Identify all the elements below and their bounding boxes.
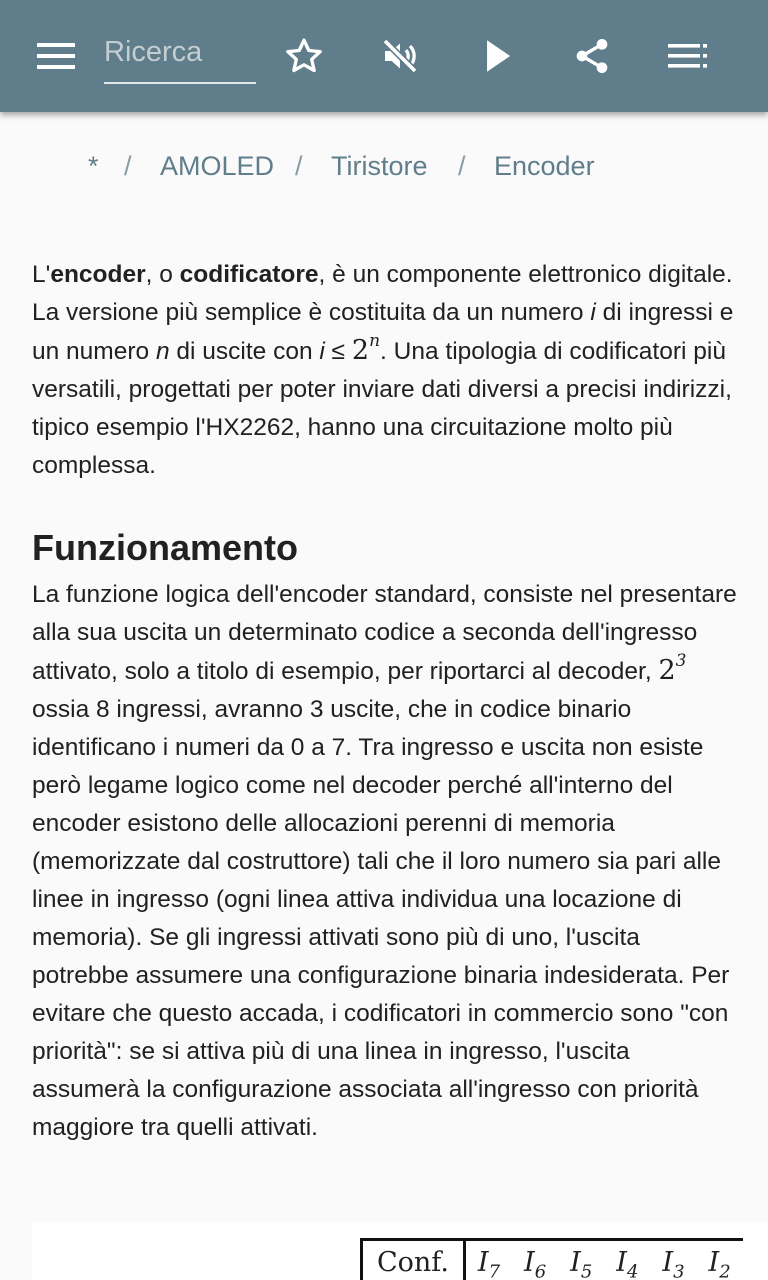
volume-off-icon	[380, 36, 420, 76]
table-header-conf: Conf.	[363, 1241, 466, 1280]
text: , o	[145, 261, 180, 288]
search-field[interactable]	[104, 26, 256, 84]
breadcrumb-item-amoled[interactable]: AMOLED	[160, 151, 275, 181]
truth-table-header	[360, 1238, 743, 1280]
term-encoder: encoder	[50, 261, 146, 288]
menu-button[interactable]	[28, 28, 84, 84]
text: La funzione logica dell'encoder standard, consiste nel presentare alla sua uscita un determinato codice a seconda dell'ingresso attivato, solo a titolo di esempio, per riportarci al decoder,	[32, 581, 737, 685]
var-n: n	[155, 338, 170, 365]
text: . Una tipologia di codificatori più versatili, progettati per poter inviare dati diversi a precisi indirizzi, tipico esempio l'HX2262, hanno una circuitazione molto più complessa.	[32, 338, 732, 479]
breadcrumb-separator: /	[124, 151, 132, 181]
section-heading-wrap	[32, 526, 298, 570]
mute-button[interactable]	[372, 28, 428, 84]
breadcrumb-item-tiristore[interactable]: Tiristore	[331, 151, 428, 181]
text: ≤	[324, 338, 352, 365]
favorite-button[interactable]	[276, 28, 332, 84]
search-input[interactable]	[104, 26, 256, 78]
breadcrumb	[0, 145, 768, 189]
truth-table-figure	[32, 1222, 768, 1280]
text: ossia 8 ingressi, avranno 3 uscite, che in codice binario identificano i numeri da 0 a 7. Tra ingresso e uscita non esiste però legame logico come nel decoder perché all'interno del encoder esistono delle allocazioni perenni di memoria (memorizzate dal costruttore) tali che il loro numero sia pari alle linee in ingresso (ogni linea attiva individua una locazione di memoria). Se gli ingressi attivati sono più di uno, l'uscita potrebbe assumere una configurazione binaria indesiderata. Per evitare che questo accada, i codificatori in commercio sono "con priorità": se si attiva più di una linea in ingresso, l'uscita assumerà la configurazione associata all'ingresso con priorità maggiore tra quelli attivati.	[32, 696, 730, 1141]
text: di uscite con	[169, 338, 320, 365]
star-icon	[284, 36, 324, 76]
play-icon	[483, 39, 513, 73]
table-header-col: $I_6$	[524, 1247, 547, 1280]
text: , è un componente elettronico digitale. La versione più semplice è costituita da un numero	[32, 261, 733, 326]
table-header-col: $I_5$	[570, 1247, 593, 1280]
app-toolbar	[0, 0, 768, 112]
var-i: i	[319, 338, 325, 365]
section-paragraph	[32, 576, 742, 1147]
section-heading: Funzionamento	[32, 527, 298, 568]
share-icon	[572, 36, 612, 76]
breadcrumb-item-encoder[interactable]: Encoder	[494, 151, 595, 181]
share-button[interactable]	[564, 28, 620, 84]
article-intro	[32, 256, 738, 485]
breadcrumb-separator: /	[458, 151, 466, 181]
play-button[interactable]	[470, 28, 526, 84]
section-body	[32, 576, 742, 1147]
text: L'	[32, 261, 51, 288]
table-header-col: $I_3$	[662, 1247, 685, 1280]
list-icon	[668, 43, 708, 69]
var-i: i	[590, 299, 596, 326]
table-header-col: $I_4$	[616, 1247, 639, 1280]
math-2-pow-n: 2$^n$	[351, 331, 381, 366]
table-header-col: $I_7$	[477, 1247, 501, 1280]
menu-icon	[37, 42, 75, 70]
table-header-col: $I_2$	[708, 1247, 731, 1280]
table-of-contents-button[interactable]	[660, 28, 716, 84]
text: di ingressi e un numero	[32, 299, 734, 365]
breadcrumb-home[interactable]: *	[88, 151, 99, 181]
term-codificatore: codificatore	[179, 261, 319, 288]
math-2-pow-3: $2^3$	[658, 651, 687, 686]
breadcrumb-separator: /	[295, 151, 303, 181]
intro-paragraph	[32, 256, 738, 485]
